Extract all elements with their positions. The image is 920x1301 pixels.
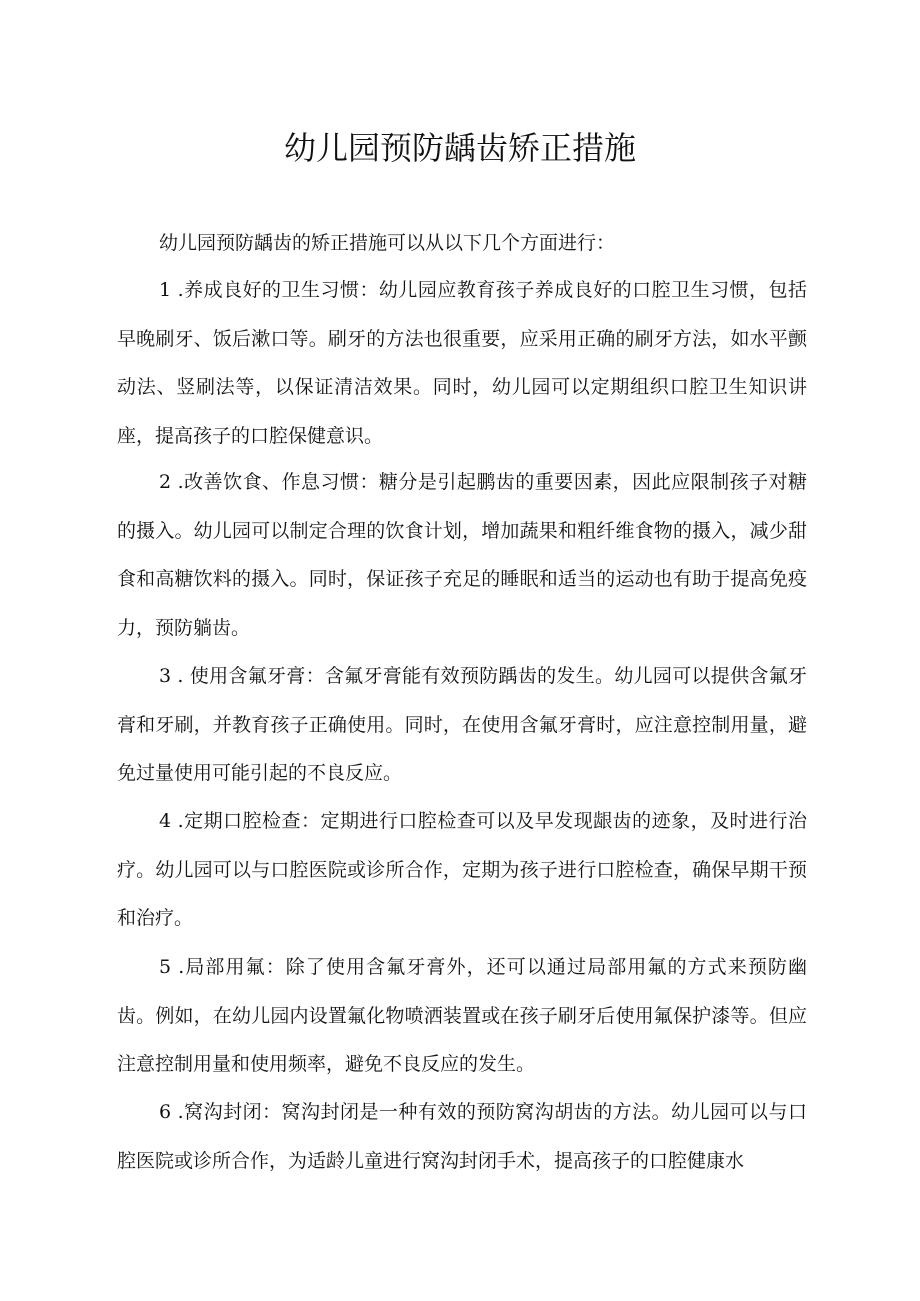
paragraph-6: 6 .窝沟封闭：窝沟封闭是一种有效的预防窝沟胡齿的方法。幼儿园可以与口腔医院或诊所合作，为适龄儿童进行窝沟封闭手术，提高孩子的口腔健康水 xyxy=(117,1101,807,1172)
paragraph-1: 1 .养成良好的卫生习惯：幼儿园应教育孩子养成良好的口腔卫生习惯，包括早晚刷牙、饭后漱口等。刷牙的方法也很重要，应采用正确的刷牙方法，如水平颤动法、竖刷法等，以保证清洁效果。同时，幼儿园可以定期组织口腔卫生知识讲座，提高孩子的口腔保健意识。 xyxy=(117,279,807,447)
paragraph-5: 5 .局部用氟：除了使用含氟牙膏外，还可以通过局部用氟的方式来预防幽齿。例如，在幼儿园内设置氟化物喷洒装置或在孩子刷牙后使用氟保护漆等。但应注意控制用量和使用频率，避免不良反应的发生。 xyxy=(117,956,807,1075)
paragraph-3: 3 . 使用含氟牙膏：含氟牙膏能有效预防踽齿的发生。幼儿园可以提供含氟牙膏和牙刷，并教育孩子正确使用。同时，在使用含氟牙膏时，应注意控制用量，避免过量使用可能引起的不良反应。 xyxy=(117,665,807,784)
paragraph-4: 4 .定期口腔检查：定期进行口腔检查可以及早发现龈齿的迹象，及时进行治疗。幼儿园可以与口腔医院或诊所合作，定期为孩子进行口腔检查，确保早期干预和治疗。 xyxy=(117,810,807,929)
paragraph-2: 2 .改善饮食、作息习惯：糖分是引起鹏齿的重要因素，因此应限制孩子对糖的摄入。幼儿园可以制定合理的饮食计划，增加蔬果和粗纤维食物的摄入，减少甜食和高糖饮料的摄入。同时，保证孩子充足的睡眠和适当的运动也有助于提高免疫力，预防躺齿。 xyxy=(117,471,807,639)
document-title: 幼儿园预防龋齿矫正措施 xyxy=(283,129,636,167)
intro-paragraph: 幼儿园预防龋齿的矫正措施可以从以下几个方面进行： xyxy=(159,232,616,254)
